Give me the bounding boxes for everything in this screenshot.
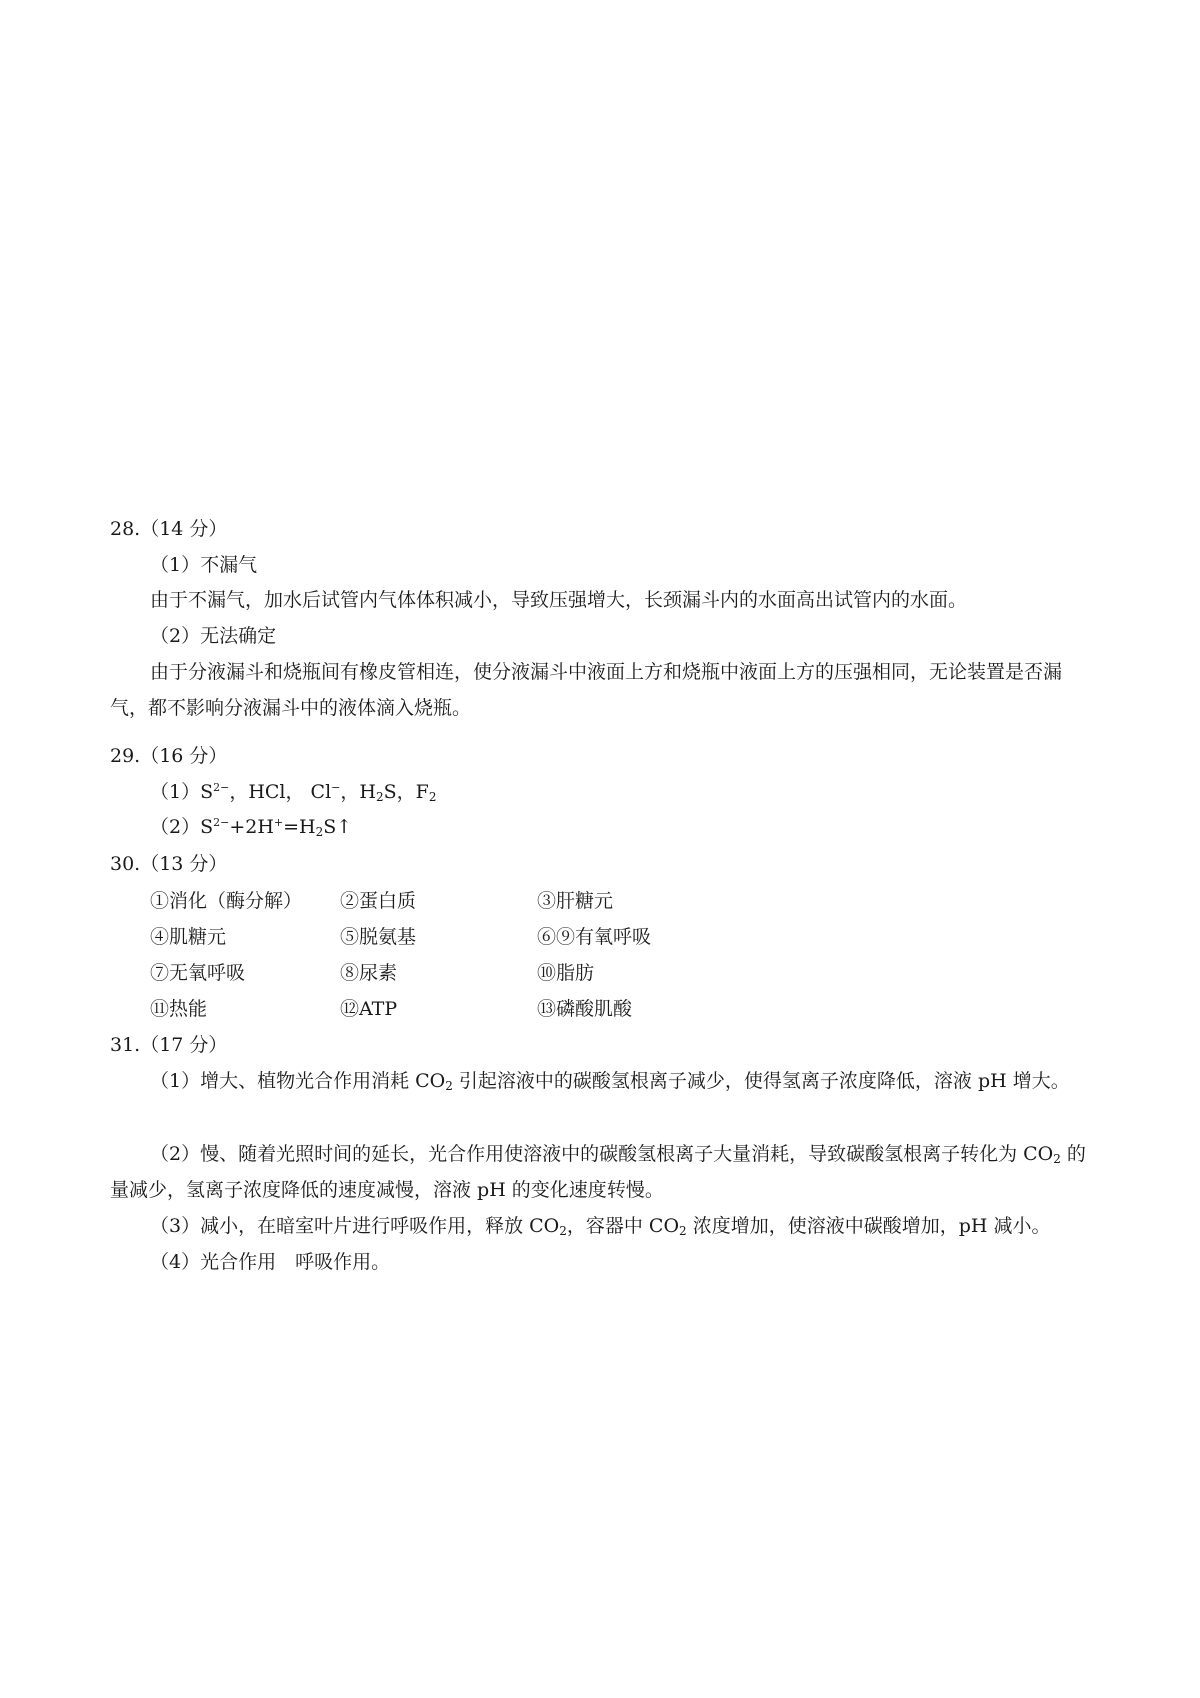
q31-p1-sub: 2 [445,1079,453,1093]
q28-part1-label: （1）不漏气 [150,554,258,576]
q31-p1-b: 引起溶液中的碳酸氢根离子减少，使得氢离子浓度降低，溶液 pH 增大。 [452,1070,1070,1092]
q29-p1-mid2: ，H [340,781,376,803]
q28-part1-reason: 由于不漏气，加水后试管内气体体积减小，导致压强增大，长颈漏斗内的水面高出试管内的水面。 [150,589,968,611]
q30-row [150,961,850,985]
q30-row [150,997,850,1021]
q30-item: ⑧尿素 [340,962,398,984]
q29-p1-sub-f: 2 [428,790,437,804]
q29-p1-sub2: 2 [375,790,384,804]
q28-part2-label: （2）无法确定 [150,625,277,647]
q29-p2-mid2: =H [283,816,316,838]
q29-p2-sub2: 2 [315,825,324,839]
q30-item: ⑪热能 [150,998,208,1020]
q30-item: ⑥⑨有氧呼吸 [537,926,652,948]
q30-header: 30.（13 分） [110,853,228,875]
q30-row [150,889,850,913]
q29-header: 29.（16 分） [110,745,228,767]
q29-part1 [150,780,436,804]
q29-p2-h-charge: + [273,816,284,829]
q31-part3 [150,1214,1051,1238]
q30-item: ⑫ATP [340,998,398,1020]
q30-item: ④肌糖元 [150,926,227,948]
q31-part4: （4）光合作用 呼吸作用。 [150,1251,391,1273]
q30-row [150,925,850,949]
q30-item: ⑩脂肪 [537,962,595,984]
q29-p1-mid1: ，HCl， Cl [229,781,332,803]
q31-p1-a: （1）增大、植物光合作用消耗 CO [150,1070,446,1092]
q30-item: ⑦无氧呼吸 [150,962,246,984]
q31-part2 [110,1136,1095,1208]
q31-p2-a: （2）慢、随着光照时间的延长，光合作用使溶液中的碳酸氢根离子大量消耗，导致碳酸氢根离子转化为 CO [150,1143,1054,1165]
q31-p3-a: （3）减小，在暗室叶片进行呼吸作用，释放 CO [150,1215,560,1237]
q31-p2-b: 的量减少，氢离子浓度降低的速度减慢，溶液 pH 的变化速度转慢。 [110,1143,1086,1201]
q30-item: ③肝糖元 [537,890,614,912]
q29-p2-mid3: S↑ [323,816,353,838]
q30-item: ①消化（酶分解） [150,890,303,912]
q31-p3-b: ，容器中 CO [566,1215,680,1237]
q28-header: 28.（14 分） [110,518,228,540]
q30-item: ⑤脱氨基 [340,926,417,948]
q31-p3-sub1: 2 [559,1224,567,1238]
q29-p2-mid1: +2H [229,816,274,838]
q31-p2-sub: 2 [1053,1152,1061,1166]
q30-item: ⑬磷酸肌酸 [537,998,633,1020]
q29-p1-ion-charge: 2− [213,781,230,794]
q29-p1-mid3: S，F [383,781,429,803]
q31-p3-sub2: 2 [679,1224,687,1238]
q31-p3-c: 浓度增加，使溶液中碳酸增加，pH 减小。 [686,1215,1051,1237]
q30-item: ②蛋白质 [340,890,417,912]
q29-p1-prefix: （1）S [150,781,214,803]
q29-p1-cl-charge: − [331,781,341,794]
q31-part1 [110,1063,1095,1099]
q31-header: 31.（17 分） [110,1034,228,1056]
q29-p2-prefix: （2）S [150,816,214,838]
q29-part2 [150,815,352,839]
q28-part2-reason: 由于分液漏斗和烧瓶间有橡皮管相连，使分液漏斗中液面上方和烧瓶中液面上方的压强相同，无论装置是否漏气，都不影响分液漏斗中的液体滴入烧瓶。 [110,661,1063,719]
q29-p2-ion-charge: 2− [213,816,230,829]
